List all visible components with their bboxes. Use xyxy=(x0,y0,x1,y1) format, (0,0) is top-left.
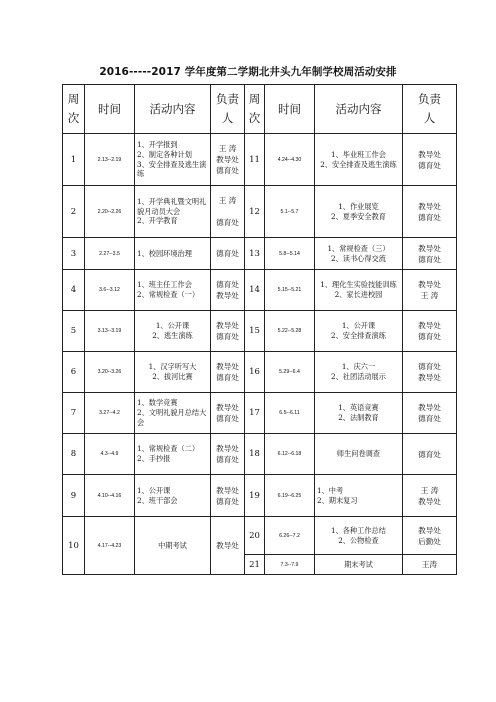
header-row xyxy=(63,85,457,134)
responsible-cell: 教导处 德育处 xyxy=(211,393,245,434)
date-cell: 3.27--4.2 xyxy=(85,393,135,434)
table-row xyxy=(63,238,457,270)
responsible-cell: 教导处 后勤处 xyxy=(403,517,457,555)
table-row xyxy=(63,475,457,517)
date-cell: 4.17--4.23 xyxy=(85,517,135,575)
table-row xyxy=(63,393,457,434)
responsible-cell: 教导处 德育处 xyxy=(403,186,457,238)
activity-cell: 1、开学报到 2、制定各种计划 3、安全排查及逃生演练 xyxy=(135,134,211,186)
responsible-cell: 王 涛 教导处 德育处 xyxy=(211,134,245,186)
header-content-right: 活动内容 xyxy=(315,85,403,134)
activity-cell: 1、汉字听写大 2、拔河比赛 xyxy=(135,352,211,393)
responsible-cell: 教导处 德育处 xyxy=(211,311,245,352)
header-content: 活动内容 xyxy=(135,85,211,134)
activity-cell: 1、作业展览 2、夏季安全教育 xyxy=(315,186,403,238)
activity-cell: 1、数学竞赛 2、文明礼貌月总结大会 xyxy=(135,393,211,434)
header-time-right: 时间 xyxy=(265,85,315,134)
header-responsible-right: 负责 人 xyxy=(403,85,457,134)
table-row xyxy=(63,434,457,475)
week-cell: 4 xyxy=(63,270,85,311)
week-cell: 9 xyxy=(63,475,85,517)
date-cell: 5.1--5.7 xyxy=(265,186,315,238)
responsible-cell: 教导处 xyxy=(211,517,245,575)
week-cell: 16 xyxy=(245,352,265,393)
activity-cell: 师生问卷调查 xyxy=(315,434,403,475)
activity-cell: 1、各种工作总结 2、公物检查 xyxy=(315,517,403,555)
date-cell: 5.8--5.14 xyxy=(265,238,315,270)
date-cell: 2.20--2.26 xyxy=(85,186,135,238)
responsible-cell: 教导处 德育处 xyxy=(403,238,457,270)
responsible-cell: 教导处 德育处 xyxy=(403,311,457,352)
activity-cell: 1、班主任工作会 2、常规检查（一） xyxy=(135,270,211,311)
date-cell: 5.22--5.28 xyxy=(265,311,315,352)
table-row xyxy=(63,311,457,352)
table-row xyxy=(63,270,457,311)
week-cell: 18 xyxy=(245,434,265,475)
responsible-cell: 教导处 德育处 xyxy=(403,393,457,434)
responsible-cell: 王 涛 德育处 xyxy=(211,186,245,238)
responsible-cell: 王 涛 教导处 xyxy=(403,475,457,517)
header-week-right: 周 次 xyxy=(245,85,265,134)
date-cell: 5.15--5.21 xyxy=(265,270,315,311)
responsible-cell: 王涛 xyxy=(403,555,457,575)
week-cell: 1 xyxy=(63,134,85,186)
activity-cell: 期末考试 xyxy=(315,555,403,575)
week-cell: 13 xyxy=(245,238,265,270)
table-row xyxy=(63,352,457,393)
week-cell: 20 xyxy=(245,517,265,555)
responsible-cell: 教导处 德育处 xyxy=(403,134,457,186)
activity-cell: 1、庆六一 2、社团活动展示 xyxy=(315,352,403,393)
activity-cell: 中期考试 xyxy=(135,517,211,575)
activity-cell: 1、常规检查（三） 2、读书心得交流 xyxy=(315,238,403,270)
week-cell: 14 xyxy=(245,270,265,311)
date-cell: 6.12--6.18 xyxy=(265,434,315,475)
header-week: 周 次 xyxy=(63,85,85,134)
week-cell: 19 xyxy=(245,475,265,517)
table-row xyxy=(63,517,457,555)
week-cell: 17 xyxy=(245,393,265,434)
week-cell: 7 xyxy=(63,393,85,434)
week-cell: 3 xyxy=(63,238,85,270)
activity-cell: 1、开学典礼暨文明礼貌月动员大会 2、开学教育 xyxy=(135,186,211,238)
responsible-cell: 德育处 教导处 xyxy=(211,270,245,311)
week-cell: 2 xyxy=(63,186,85,238)
header-responsible: 负责 人 xyxy=(211,85,245,134)
table-row xyxy=(63,134,457,186)
week-cell: 5 xyxy=(63,311,85,352)
page-title: 2016-----2017 学年度第二学期北井头九年制学校周活动安排 xyxy=(99,66,397,78)
activity-cell: 1、公开课 2、班干部会 xyxy=(135,475,211,517)
activity-cell: 1、中考 2、期末复习 xyxy=(315,475,403,517)
date-cell: 4.24--4.30 xyxy=(265,134,315,186)
week-cell: 12 xyxy=(245,186,265,238)
responsible-cell: 教导处 德育处 xyxy=(211,352,245,393)
date-cell: 7.3--7.9 xyxy=(265,555,315,575)
date-cell: 3.6--3.12 xyxy=(85,270,135,311)
activity-cell: 1、校园环境治理 xyxy=(135,238,211,270)
activity-cell: 1、公开课 2、逃生演练 xyxy=(135,311,211,352)
week-cell: 21 xyxy=(245,555,265,575)
activity-cell: 1、理化生实验技能训练 2、家长进校园 xyxy=(315,270,403,311)
week-cell: 11 xyxy=(245,134,265,186)
activity-cell: 1、常规检查（二） 2、手抄报 xyxy=(135,434,211,475)
date-cell: 6.26--7.2 xyxy=(265,517,315,555)
date-cell: 6.5--6.11 xyxy=(265,393,315,434)
date-cell: 2.13--2.19 xyxy=(85,134,135,186)
responsible-cell: 教导处 德育处 xyxy=(211,434,245,475)
activity-cell: 1、毕业班工作会 2、安全排查及逃生演练 xyxy=(315,134,403,186)
date-cell: 2.27--3.5 xyxy=(85,238,135,270)
schedule-table xyxy=(62,84,457,575)
date-cell: 5.29--6.4 xyxy=(265,352,315,393)
week-cell: 15 xyxy=(245,311,265,352)
responsible-cell: 德育处 教导处 xyxy=(403,352,457,393)
responsible-cell: 教导处 王 涛 xyxy=(403,270,457,311)
date-cell: 3.20--3.26 xyxy=(85,352,135,393)
date-cell: 3.13--3.19 xyxy=(85,311,135,352)
activity-cell: 1、英语竞赛 2、法制教育 xyxy=(315,393,403,434)
header-time: 时间 xyxy=(85,85,135,134)
activity-cell: 1、公开课 2、安全排查演练 xyxy=(315,311,403,352)
responsible-cell: 德育处 xyxy=(211,238,245,270)
week-cell: 10 xyxy=(63,517,85,575)
table-row xyxy=(63,186,457,238)
week-cell: 8 xyxy=(63,434,85,475)
date-cell: 4.10--4.16 xyxy=(85,475,135,517)
date-cell: 6.19--6.25 xyxy=(265,475,315,517)
week-cell: 6 xyxy=(63,352,85,393)
responsible-cell: 教导处 德育处 xyxy=(211,475,245,517)
date-cell: 4.3--4.9 xyxy=(85,434,135,475)
responsible-cell: 德育处 xyxy=(403,434,457,475)
